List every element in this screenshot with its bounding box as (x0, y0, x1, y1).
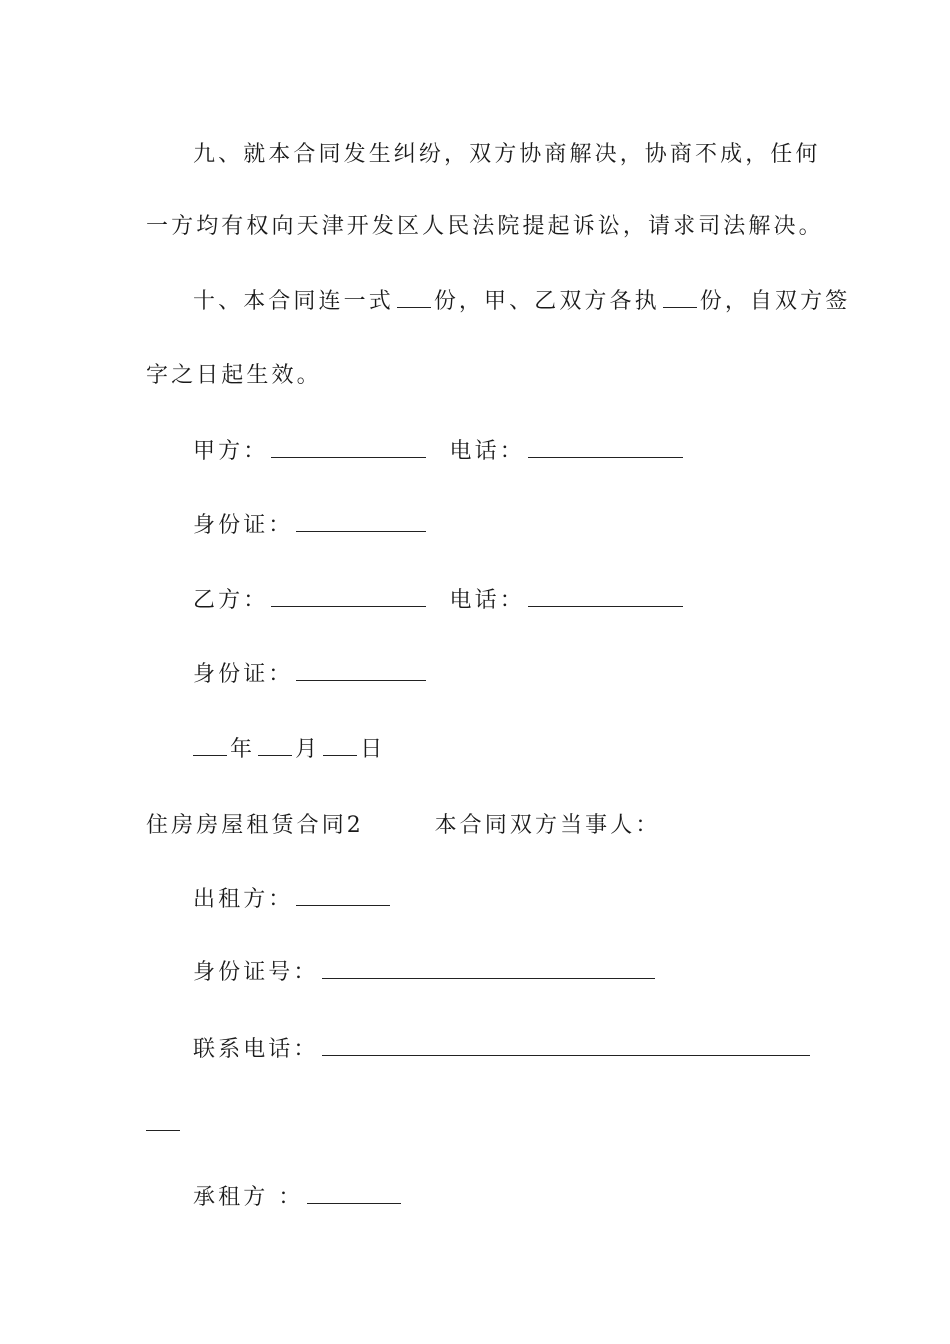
id-number-label: 身份证号： (193, 960, 319, 985)
contact-phone-label: 联系电话： (193, 1037, 319, 1062)
month-blank (258, 754, 292, 756)
clause-9-line-2: 一方均有权向天津开发区人民法院提起诉讼，请求司法解决。 (146, 214, 824, 239)
day-blank (323, 754, 357, 756)
party-a-id-blank (296, 530, 426, 532)
party-a-phone-blank (528, 456, 683, 458)
clause-10-line-1 (193, 287, 850, 317)
lessor-row (193, 885, 393, 915)
party-b-blank (271, 605, 426, 607)
party-a-phone-label: 电话： (449, 439, 525, 464)
id-number-blank (322, 977, 655, 979)
contact-phone-blank-continued (146, 1130, 180, 1131)
year-blank (193, 754, 227, 756)
copies-total-blank (397, 306, 431, 308)
clause-10-text-1: 十、本合同连一式 (193, 289, 394, 314)
party-a-blank (271, 456, 426, 458)
contact-phone-row (193, 1035, 813, 1065)
party-b-row (193, 586, 686, 616)
id-number-row (193, 958, 658, 988)
party-b-id-label: 身份证： (193, 662, 294, 687)
day-label: 日 (360, 737, 386, 762)
lessee-blank (307, 1202, 401, 1204)
party-a-id-label: 身份证： (193, 513, 294, 538)
party-a-row (193, 437, 686, 467)
contract-2-heading-row (146, 811, 660, 841)
party-b-id-blank (296, 679, 426, 681)
lessee-label: 承租方 ： (193, 1185, 304, 1210)
party-a-id-row (193, 511, 429, 541)
lessee-row (193, 1183, 404, 1213)
party-b-phone-label: 电话： (449, 588, 525, 613)
clause-10-text-3: 份，自双方签 (699, 289, 851, 314)
contact-phone-blank (322, 1054, 810, 1056)
clause-10-line-2: 字之日起生效。 (146, 363, 322, 388)
month-label: 月 (295, 737, 321, 762)
year-label: 年 (230, 737, 256, 762)
clause-9-line-1: 九、就本合同发生纠纷，双方协商解决，协商不成，任何 (193, 142, 821, 167)
party-a-label: 甲方： (193, 439, 269, 464)
party-b-id-row (193, 660, 429, 690)
lessor-label: 出租方： (193, 887, 294, 912)
contract-2-intro: 本合同双方当事人： (434, 813, 661, 838)
contract-2-title: 住房房屋租赁合同2 (146, 813, 364, 838)
lessor-blank (296, 904, 390, 906)
copies-each-blank (663, 306, 697, 308)
clause-10-text-2: 份，甲、乙双方各执 (433, 289, 660, 314)
party-b-label: 乙方： (193, 588, 269, 613)
party-b-phone-blank (528, 605, 683, 607)
date-row (193, 735, 385, 765)
